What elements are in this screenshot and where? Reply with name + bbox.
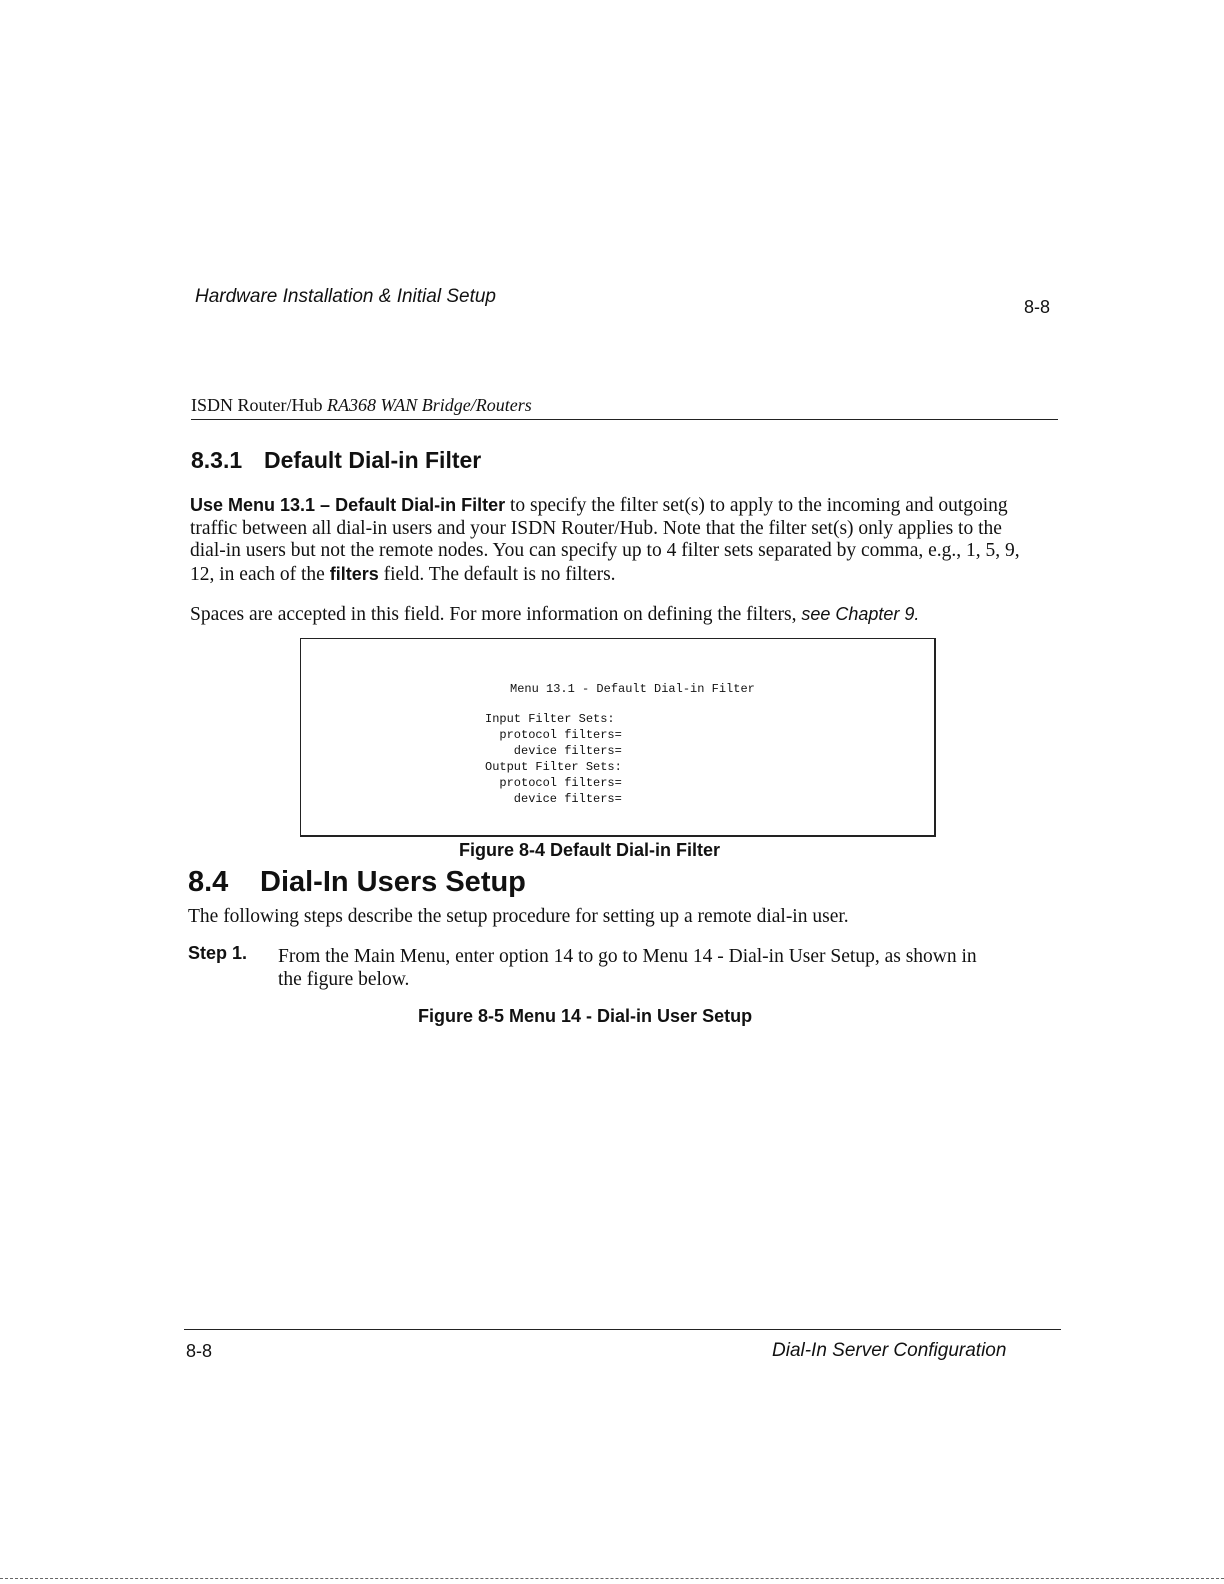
- section-number: 8.3.1: [191, 447, 243, 473]
- section-heading-8-3-1: [191, 447, 481, 474]
- footer-page-number: 8-8: [186, 1341, 213, 1361]
- section-number: 8.4: [188, 866, 229, 898]
- step-text: From the Main Menu, enter option 14 to go to Menu 14 - Dial-in User Setup, as shown in the figure below.: [278, 946, 977, 990]
- running-header-page-number: 8-8: [1024, 297, 1051, 317]
- product-line-plain: ISDN Router/Hub: [191, 395, 327, 415]
- step-label: Step 1.: [188, 943, 248, 963]
- screen-line: device filters=: [485, 744, 622, 758]
- screen-line: Output Filter Sets:: [485, 760, 622, 774]
- menu-screen-lines: [485, 711, 622, 807]
- para-text: to specify the filter set(s) to apply to the incoming and outgoing traffic between all dial-in users and your ISDN Router/Hub. Note that the filter set(s) only applies to the dial-in users but not the remote nodes. You can specify up to 4 filter sets separated by comma, e.g., 1, 5, 9, 12, in each of the: [190, 495, 1020, 585]
- screen-line: device filters=: [485, 792, 622, 806]
- filters-field-reference: filters: [329, 563, 379, 584]
- para-text: Use: [190, 495, 229, 515]
- product-line: [191, 395, 532, 416]
- section-title: Default Dial-in Filter: [264, 447, 482, 473]
- figure-caption-8-5: Figure 8-5 Menu 14 - Dial-in User Setup: [418, 1006, 753, 1026]
- menu-reference: Menu 13.1 – Default Dial-in Filter: [228, 495, 506, 515]
- footer-rule: [184, 1329, 1061, 1330]
- scan-edge-line: [0, 1578, 1224, 1579]
- paragraph-default-filter: [190, 494, 1020, 586]
- menu-screen-title: Menu 13.1 - Default Dial-in Filter: [510, 682, 755, 696]
- product-line-italic: RA368 WAN Bridge/Routers: [327, 395, 532, 415]
- screen-line: Input Filter Sets:: [485, 712, 615, 726]
- paragraph-spaces-note: [190, 603, 1030, 627]
- section-heading-8-4: [188, 866, 526, 899]
- screen-line: protocol filters=: [485, 776, 622, 790]
- figure-caption-8-4: Figure 8-4 Default Dial-in Filter: [459, 840, 721, 860]
- section-title: Dial-In Users Setup: [260, 866, 526, 898]
- screen-line: protocol filters=: [485, 728, 622, 742]
- para-text: field. The default is no filters.: [378, 563, 616, 585]
- running-header-title: Hardware Installation & Initial Setup: [195, 286, 496, 307]
- header-rule: [191, 419, 1058, 420]
- footer-title: Dial-In Server Configuration: [772, 1340, 1007, 1361]
- chapter-reference: see Chapter 9.: [801, 604, 920, 624]
- paragraph-steps-intro: The following steps describe the setup procedure for setting up a remote dial-in user.: [188, 906, 849, 927]
- para-text: Spaces are accepted in this field. For more information on defining the filters,: [190, 604, 802, 625]
